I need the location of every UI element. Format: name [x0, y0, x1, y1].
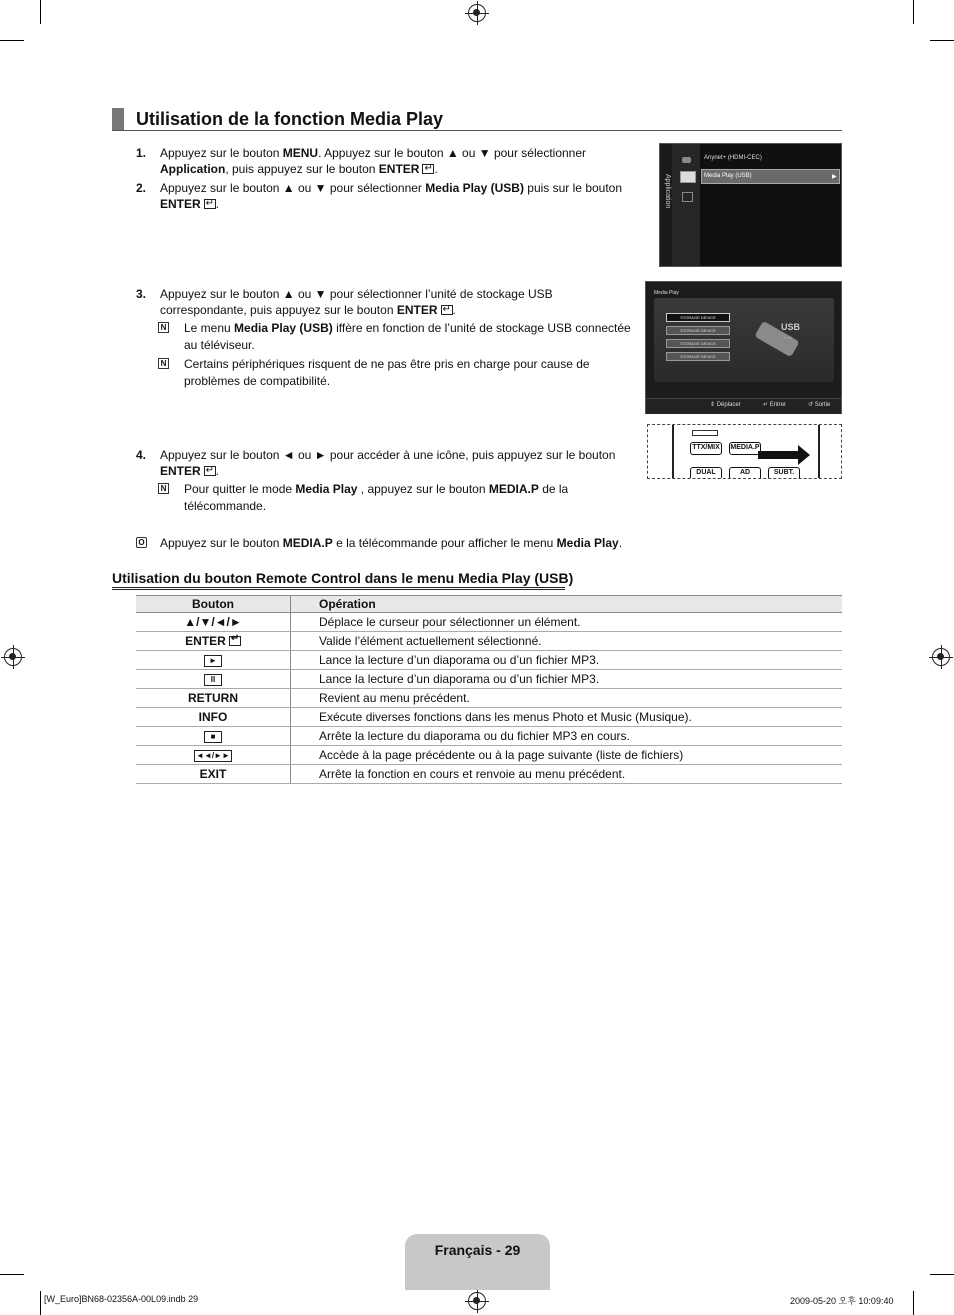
file-slug: [W_Euro]BN68-02356A-00L09.indb 29 — [44, 1294, 199, 1304]
note-text: e la télécommande pour afficher le menu — [332, 536, 557, 550]
table-row — [136, 632, 842, 651]
nav-enter-label: Entrer — [769, 402, 787, 408]
table-cell-key: EXIT — [136, 765, 291, 784]
subtitle-rule — [112, 589, 565, 590]
title-accent-bar — [112, 108, 124, 131]
step-key: ENTER — [160, 464, 201, 478]
step-text: , puis appuyez sur le bouton — [225, 162, 379, 176]
enter-icon — [229, 636, 241, 646]
step-4 — [136, 447, 641, 479]
step-text: puis sur le bouton — [523, 181, 623, 195]
note-4 — [136, 535, 736, 552]
enter-icon — [204, 466, 216, 476]
step-key: MENU — [282, 146, 319, 160]
date-slug: 2009-05-20 오후 10:09:40 — [790, 1296, 894, 1306]
storage-device-item[interactable]: STORAGE DEVICE — [666, 326, 730, 335]
step-text: Appuyez sur le bouton — [160, 146, 283, 160]
crop-mark — [930, 1274, 954, 1275]
step-key: ENTER — [378, 162, 420, 176]
table-cell-key — [136, 651, 291, 670]
table-row — [136, 727, 842, 746]
storage-device-item[interactable]: STORAGE DEVICE — [666, 339, 730, 348]
pause-icon: II — [204, 674, 222, 686]
table-row — [136, 651, 842, 670]
crop-mark — [930, 40, 954, 41]
note-1 — [158, 320, 643, 354]
table-cell-key: RETURN — [136, 689, 291, 708]
table-cell-key — [136, 746, 291, 765]
key-label: ENTER — [185, 634, 226, 648]
ad-button[interactable]: AD — [729, 467, 761, 478]
return-icon: ↺ — [808, 402, 814, 408]
step-text: Appuyez sur le bouton ▲ ou ▼ pour sélectionner l’unité de stockage USB correspondante, puis appuyez sur le bouton — [160, 287, 553, 317]
step-3 — [136, 286, 641, 318]
enter-icon: ↵ — [763, 402, 769, 408]
table-cell-key — [136, 727, 291, 746]
subtitle-rule — [112, 587, 565, 588]
table-cell-key: ▲/▼/◄/► — [136, 613, 291, 632]
step-text: Appuyez sur le bouton ▲ ou ▼ pour sélectionner — [160, 181, 426, 195]
table-cell-op: Revient au menu précédent. — [291, 689, 843, 708]
menu-side-label: Application — [664, 174, 671, 209]
table-header-button: Bouton — [136, 596, 291, 613]
step-text: . — [215, 464, 220, 478]
menu-icon — [682, 157, 691, 163]
table-row — [136, 670, 842, 689]
step-1 — [136, 145, 641, 177]
up-down-icon: ⇕ — [710, 402, 716, 408]
table-cell-op: Lance la lecture d’un diaporama ou d’un fichier MP3. — [291, 670, 843, 689]
table-row — [136, 613, 842, 632]
rewind-forward-icon: ◄◄/►► — [196, 750, 230, 760]
subt-button[interactable]: SUBT. — [768, 467, 800, 478]
nav-move-hint — [710, 401, 741, 408]
note-key: Media Play — [556, 536, 619, 550]
registration-mark-icon — [4, 648, 22, 666]
nav-exit-hint — [808, 401, 830, 408]
media-p-button[interactable]: MEDIA.P — [729, 442, 761, 455]
table-cell-key — [136, 670, 291, 689]
storage-device-item-selected[interactable]: STORAGE DEVICE — [666, 313, 730, 322]
step-number: 3. — [136, 287, 147, 301]
registration-mark-icon — [468, 1292, 486, 1310]
table-cell-op: Arrête la lecture du diaporama ou du fichier MP3 en cours. — [291, 727, 843, 746]
step-key: Application — [160, 162, 226, 176]
table-header-row — [136, 596, 842, 613]
nav-enter-hint — [763, 401, 786, 408]
registration-mark-icon — [468, 4, 486, 22]
step-key: Media Play (USB) — [425, 181, 524, 195]
note-text: Appuyez sur le bouton — [160, 536, 283, 550]
table-header-operation: Opération — [291, 596, 843, 613]
remote-buttons-table — [136, 595, 842, 784]
table-cell-key — [136, 632, 291, 651]
note-text: de la télécommande. — [184, 482, 569, 513]
registration-mark-icon — [932, 648, 950, 666]
dual-button[interactable]: DUAL — [690, 467, 722, 478]
step-key: ENTER — [396, 303, 438, 317]
note-key: MEDIA.P — [488, 482, 539, 496]
enter-icon — [422, 164, 434, 174]
table-cell-op: Valide l’élément actuellement sélectionné. — [291, 632, 843, 651]
menu-item-media-play: Media Play (USB) — [704, 173, 752, 179]
table-row — [136, 746, 842, 765]
menu-icon — [682, 192, 693, 202]
application-menu-screenshot — [659, 143, 842, 267]
note-text: Certains périphériques risquent de ne pas être pris en charge pour cause de problèmes de compatibilité. — [184, 357, 590, 388]
note-2 — [158, 356, 643, 390]
crop-mark — [40, 1291, 41, 1315]
crop-mark — [0, 40, 24, 41]
arrow-right-icon: ▶ — [832, 174, 837, 180]
usb-sub-label: SUM — [783, 335, 792, 340]
step-text: Appuyez sur le bouton ◄ ou ► pour accéder à une icône, puis appuyez sur le bouton — [160, 448, 616, 462]
media-play-screenshot — [645, 281, 842, 414]
remote-control-illustration — [647, 424, 842, 479]
note-text: , appuyez sur le bouton — [357, 482, 489, 496]
crop-mark — [0, 1274, 24, 1275]
note-text: Pour quitter le mode — [184, 482, 296, 496]
stop-icon: ■ — [204, 731, 222, 743]
ttx-icon — [692, 430, 718, 436]
table-row — [136, 708, 842, 727]
media-play-header: Media Play — [654, 290, 679, 296]
note-text: Le menu — [184, 321, 235, 335]
step-number: 1. — [136, 146, 147, 160]
note-icon: N — [158, 483, 169, 494]
table-row — [136, 765, 842, 784]
enter-icon — [441, 305, 453, 315]
storage-device-item[interactable]: STORAGE DEVICE — [666, 352, 730, 361]
step-text: . — [452, 303, 456, 317]
note-text: iffère en fonction de l’unité de stockage USB connectée au téléviseur. — [184, 321, 631, 352]
note-key: Media Play — [295, 482, 358, 496]
table-cell-op: Exécute diverses fonctions dans les menus Photo et Music (Musique). — [291, 708, 843, 727]
note-icon: N — [158, 322, 169, 333]
step-text: . Appuyez sur le bouton ▲ ou ▼ pour sélectionner — [318, 146, 587, 160]
note-text: . — [618, 536, 623, 550]
pointer-arrow-icon — [758, 445, 810, 465]
page-number: Français - 29 — [434, 1242, 521, 1258]
step-number: 2. — [136, 181, 147, 195]
ttx-mix-button[interactable]: TTX/MIX — [690, 442, 722, 455]
note-3 — [158, 481, 643, 515]
note-key: MEDIA.P — [282, 536, 333, 550]
crop-mark — [40, 0, 41, 24]
menu-icon-selected — [680, 171, 696, 183]
section-subtitle: Utilisation du bouton Remote Control dans le menu Media Play (USB) — [112, 570, 574, 586]
menu-item-anynet[interactable]: Anynet+ (HDMI-CEC) — [704, 155, 762, 161]
table-cell-op: Déplace le curseur pour sélectionner un élément. — [291, 613, 843, 632]
step-text: . — [215, 197, 220, 211]
note-key: Media Play (USB) — [234, 321, 333, 335]
tip-icon: O — [136, 537, 147, 548]
page-number-tab — [405, 1234, 550, 1290]
crop-mark — [913, 0, 914, 24]
page-title: Utilisation de la fonction Media Play — [136, 109, 444, 129]
enter-icon — [204, 199, 216, 209]
crop-mark — [913, 1291, 914, 1315]
step-key: ENTER — [160, 197, 201, 211]
nav-exit-label: Sortie — [814, 402, 831, 408]
usb-label: USB — [781, 322, 801, 332]
step-2 — [136, 180, 641, 212]
step-number: 4. — [136, 448, 147, 462]
note-icon: N — [158, 358, 169, 369]
table-cell-op: Lance la lecture d’un diaporama ou d’un fichier MP3. — [291, 651, 843, 670]
play-icon: ► — [204, 655, 222, 667]
table-cell-op: Arrête la fonction en cours et renvoie au menu précédent. — [291, 765, 843, 784]
nav-move-label: Déplacer — [716, 402, 741, 408]
table-row — [136, 689, 842, 708]
table-cell-op: Accède à la page précédente ou à la page suivante (liste de fichiers) — [291, 746, 843, 765]
step-text: . — [434, 162, 438, 176]
title-rule — [112, 130, 842, 131]
table-cell-key: INFO — [136, 708, 291, 727]
